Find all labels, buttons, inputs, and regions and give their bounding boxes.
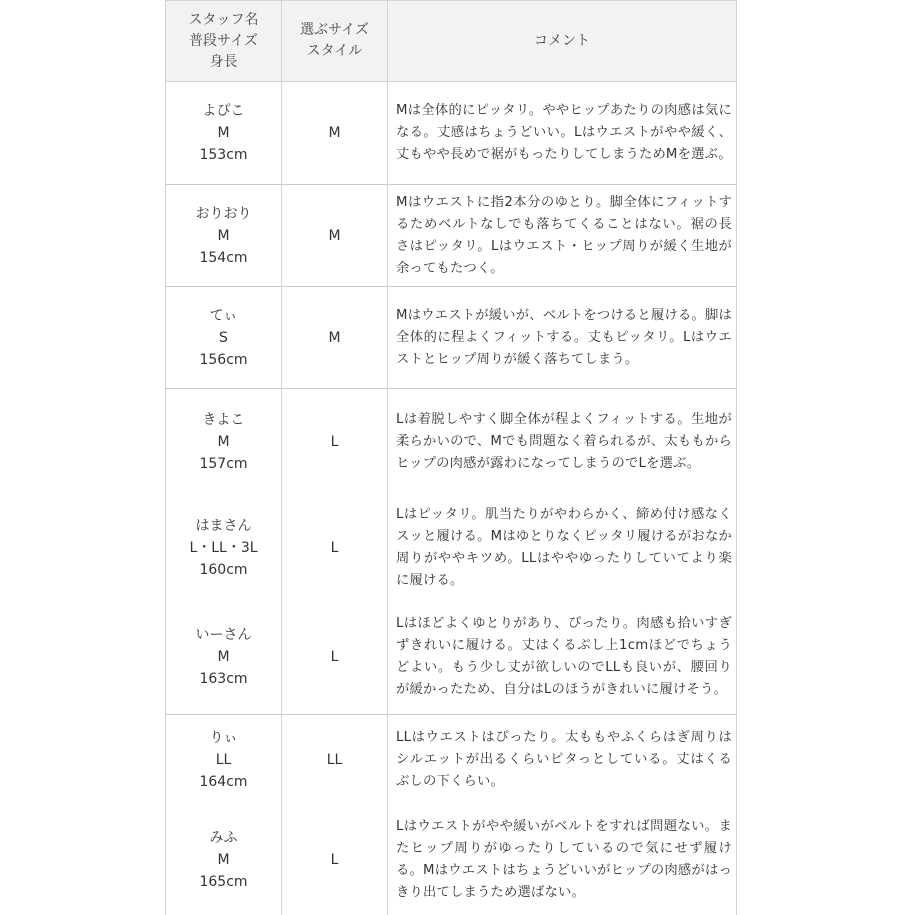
height: 154cm [199,249,248,266]
usual-size: M [217,227,230,244]
comment: Lはピッタリ。肌当たりがやわらかく、締め付け感なくスッと履ける。Mはゆとりなくピッタリ履けるがおなか周りがややキツめ。LLはややゆったりしていてより楽に履ける。 [388,496,737,600]
usual-size: M [217,648,230,665]
header-staff [166,1,282,82]
chosen-size: L [282,805,388,915]
comment: Lはウエストがやや緩いがベルトをすれば問題ない。またヒップ周りがゆったりしているので気にせず履ける。Mはウエストはちょうどいいがヒップの肉感がはっきり出てしまうため選ばない。 [388,805,737,915]
chosen-size: L [282,600,388,715]
height: 157cm [199,456,248,473]
table-row [166,82,737,185]
comment: Mはウエストに指2本分のゆとり。脚全体にフィットするためベルトなしでも落ちてくることはない。裾の長さはピッタリ。Lはウエスト・ヒップ周りが緩く生地が余ってもたつく。 [388,185,737,287]
height: 153cm [199,147,248,163]
chosen-size: LL [282,715,388,805]
usual-size: L・LL・3L [189,539,258,556]
staff-cell [166,82,282,185]
header-style: スタイル [306,43,363,59]
chosen-size: L [282,496,388,600]
usual-size: S [219,329,228,346]
usual-size: M [217,434,230,451]
header-height: 身長 [209,53,238,70]
chosen-size: M [282,82,388,185]
header-choice [282,1,388,82]
table-row [166,805,737,915]
height: 163cm [199,670,248,687]
table-row [166,287,737,389]
comment: Lはほどよくゆとりがあり、ぴったり。肉感も拾いすぎずきれいに履ける。丈はくるぶし上1cmほどでちょうどよい。もう少し丈が欲しいのでLLも良いが、腰回りが緩かったため、自分はLのほうがきれいに履けそう。 [388,600,737,715]
chosen-size: L [282,389,388,496]
table-row [166,185,737,287]
size-comparison-table [165,0,737,915]
usual-size: M [217,125,230,141]
staff-cell [166,287,282,389]
staff-name: きよこ [202,412,245,429]
comment: Mはウエストが緩いが、ベルトをつけると履ける。脚は全体的に程よくフィットする。丈もピッタリ。Lはウエストとヒップ周りが緩く落ちてしまう。 [388,287,737,389]
staff-cell [166,715,282,805]
header-chosen-size: 選ぶサイズ [300,22,369,38]
height: 164cm [199,773,248,790]
comment: Mは全体的にピッタリ。ややヒップあたりの肉感は気になる。丈感はちょうどいい。Lはウエストがやや緩く、丈もやや長めで裾がもったりしてしまうためMを選ぶ。 [388,82,737,185]
staff-cell [166,600,282,715]
table-row [166,600,737,715]
comment: Lは着脱しやすく脚全体が程よくフィットする。生地が柔らかいので、Mでも問題なく着られるが、太ももからヒップの肉感が露わになってしまうのでLを選ぶ。 [388,389,737,496]
header-comment: コメント [388,1,737,82]
staff-name: みふ [209,829,238,846]
staff-cell [166,496,282,600]
header-usual-size: 普段サイズ [189,32,258,49]
header-staff-name: スタッフ名 [188,11,259,28]
comment: LLはウエストはぴったり。太ももやふくらはぎ周りはシルエットが出るくらいピタっとしている。丈はくるぶしの下くらい。 [388,715,737,805]
table-row [166,389,737,496]
staff-cell [166,389,282,496]
chosen-size: M [282,287,388,389]
table-row [166,496,737,600]
table-row [166,715,737,805]
height: 165cm [199,873,248,890]
usual-size: LL [215,751,232,768]
usual-size: M [217,851,230,868]
staff-name: てぃ [209,307,238,324]
staff-cell [166,185,282,287]
height: 156cm [199,351,248,368]
staff-name: おりおり [195,205,252,222]
height: 160cm [199,561,248,578]
table-header-row [166,1,737,82]
chosen-size: M [282,185,388,287]
staff-name: よぴこ [202,103,245,119]
staff-name: はまさん [195,517,252,534]
staff-name: いーさん [195,626,252,643]
staff-name: りぃ [209,729,238,746]
staff-cell [166,805,282,915]
